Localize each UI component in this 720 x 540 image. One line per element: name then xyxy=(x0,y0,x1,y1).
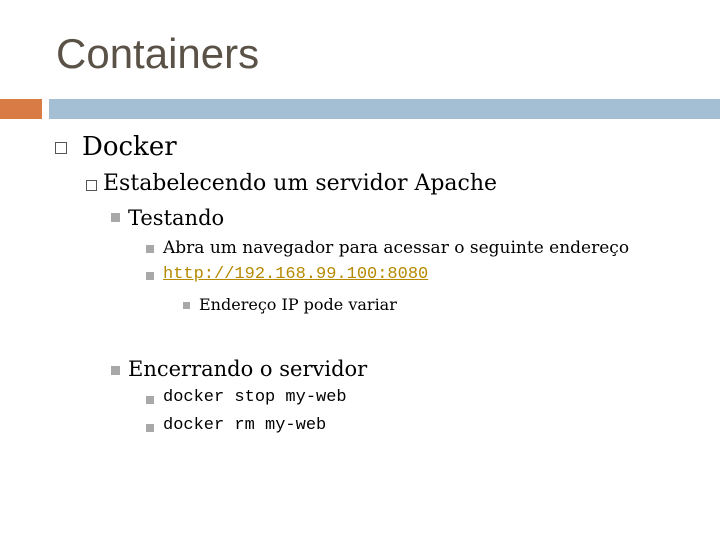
bullet-square-icon xyxy=(111,366,120,375)
bullet-square-icon xyxy=(146,245,154,253)
bullet-apache: Estabelecendo um servidor Apache xyxy=(103,171,498,196)
title-divider-bar xyxy=(49,99,720,119)
slide-title: Containers xyxy=(56,30,260,77)
bullet-square-icon xyxy=(146,396,154,404)
command-stop: docker stop my-web xyxy=(163,388,347,407)
title-accent-bar xyxy=(0,99,42,119)
bullet-square-icon xyxy=(111,213,120,222)
bullet-square-icon xyxy=(146,272,154,280)
bullet-box-icon xyxy=(86,180,97,191)
bullet-open-browser: Abra um navegador para acessar o seguinte endereço xyxy=(163,238,630,258)
url-link[interactable]: http://192.168.99.100:8080 xyxy=(163,265,429,284)
bullet-encerrando: Encerrando o servidor xyxy=(128,357,368,381)
bullet-square-icon xyxy=(146,424,154,432)
bullet-testando: Testando xyxy=(128,206,225,230)
bullet-box-icon xyxy=(55,142,67,154)
bullet-square-icon xyxy=(183,302,190,309)
command-rm: docker rm my-web xyxy=(163,416,327,435)
bullet-ip-note: Endereço IP pode variar xyxy=(199,295,397,314)
bullet-docker: Docker xyxy=(82,132,177,162)
